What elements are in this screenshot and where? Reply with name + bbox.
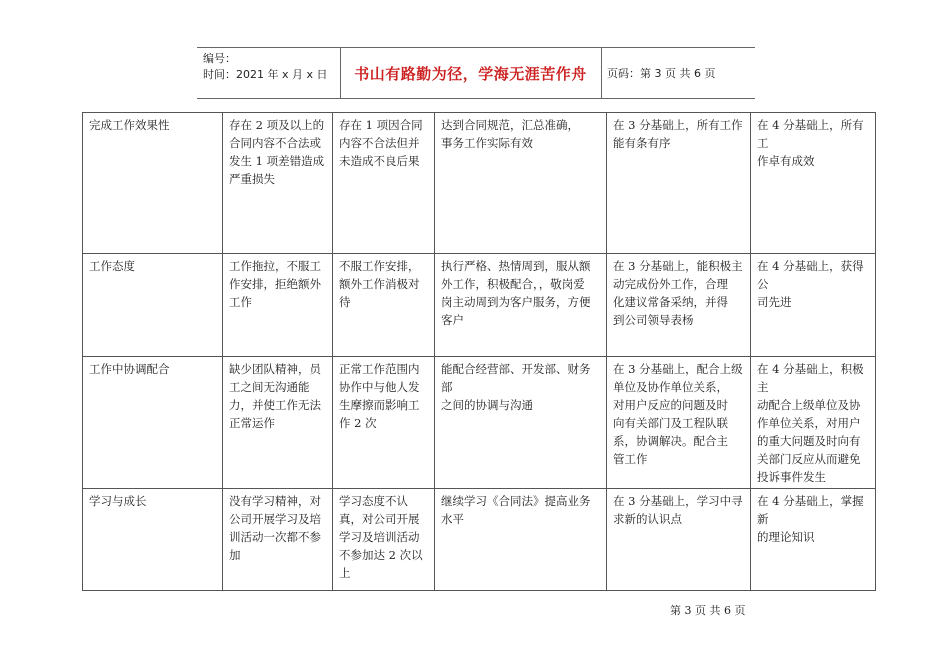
page-footer: 第 3 页 共 6 页 <box>670 604 746 617</box>
score-2-description: 正常工作范围内 协作中与他人发 生摩擦而影响工 作 2 次 <box>333 357 435 489</box>
table-row <box>83 357 876 489</box>
table-row <box>83 489 876 591</box>
table-row <box>83 254 876 357</box>
criterion-name: 工作态度 <box>83 254 223 357</box>
document-date: 时间：2021 年 x 月 x 日 <box>203 68 328 81</box>
score-2-description: 不服工作安排， 额外工作消极对 待 <box>333 254 435 357</box>
score-3-description: 达到合同规范，汇总准确， 事务工作实际有效 <box>435 113 607 254</box>
score-1-description: 没有学习精神，对 公司开展学习及培 训活动一次都不参 加 <box>223 489 333 591</box>
evaluation-table <box>82 112 876 591</box>
score-5-description: 在 4 分基础上，所有工 作卓有成效 <box>751 113 876 254</box>
score-4-description: 在 3 分基础上，能积极主 动完成份外工作，合理 化建议常备采纳，并得 到公司领导表杨 <box>607 254 751 357</box>
score-5-description: 在 4 分基础上，获得公 司先进 <box>751 254 876 357</box>
table-row <box>83 113 876 254</box>
page-code: 页码：第 3 页 共 6 页 <box>607 67 716 80</box>
score-2-description: 学习态度不认 真，对公司开展 学习及培训活动 不参加达 2 次以 上 <box>333 489 435 591</box>
score-3-description: 执行严格、热情周到，服从额 外工作，积极配合，，敬岗爱 岗主动周到为客户服务，方便 客户 <box>435 254 607 357</box>
score-1-description: 存在 2 项及以上的 合同内容不合法或 发生 1 项差错造成 严重损失 <box>223 113 333 254</box>
score-4-description: 在 3 分基础上，配合上级 单位及协作单位关系， 对用户反应的问题及时 向有关部门及工程队联 系，协调解决。配合主 管工作 <box>607 357 751 489</box>
score-3-description: 继续学习《合同法》提高业务 水平 <box>435 489 607 591</box>
score-1-description: 工作拖拉，不服工 作安排，拒绝额外 工作 <box>223 254 333 357</box>
criterion-name: 完成工作效果性 <box>83 113 223 254</box>
document-number: 编号： <box>203 52 236 65</box>
score-3-description: 能配合经营部、开发部、财务 部 之间的协调与沟通 <box>435 357 607 489</box>
score-4-description: 在 3 分基础上，所有工作 能有条有序 <box>607 113 751 254</box>
score-1-description: 缺少团队精神，员 工之间无沟通能 力，并使工作无法 正常运作 <box>223 357 333 489</box>
score-2-description: 存在 1 项因合同 内容不合法但并 未造成不良后果 <box>333 113 435 254</box>
criterion-name: 学习与成长 <box>83 489 223 591</box>
page-header <box>197 47 755 99</box>
score-5-description: 在 4 分基础上，积极主 动配合上级单位及协 作单位关系，对用户 的重大问题及时向有 关部门反应从而避免 投诉事件发生 <box>751 357 876 489</box>
score-4-description: 在 3 分基础上，学习中寻 求新的认识点 <box>607 489 751 591</box>
score-5-description: 在 4 分基础上，掌握新 的理论知识 <box>751 489 876 591</box>
criterion-name: 工作中协调配合 <box>83 357 223 489</box>
header-meta <box>203 51 328 83</box>
header-motto: 书山有路勤为径，学海无涯苦作舟 <box>354 64 587 83</box>
